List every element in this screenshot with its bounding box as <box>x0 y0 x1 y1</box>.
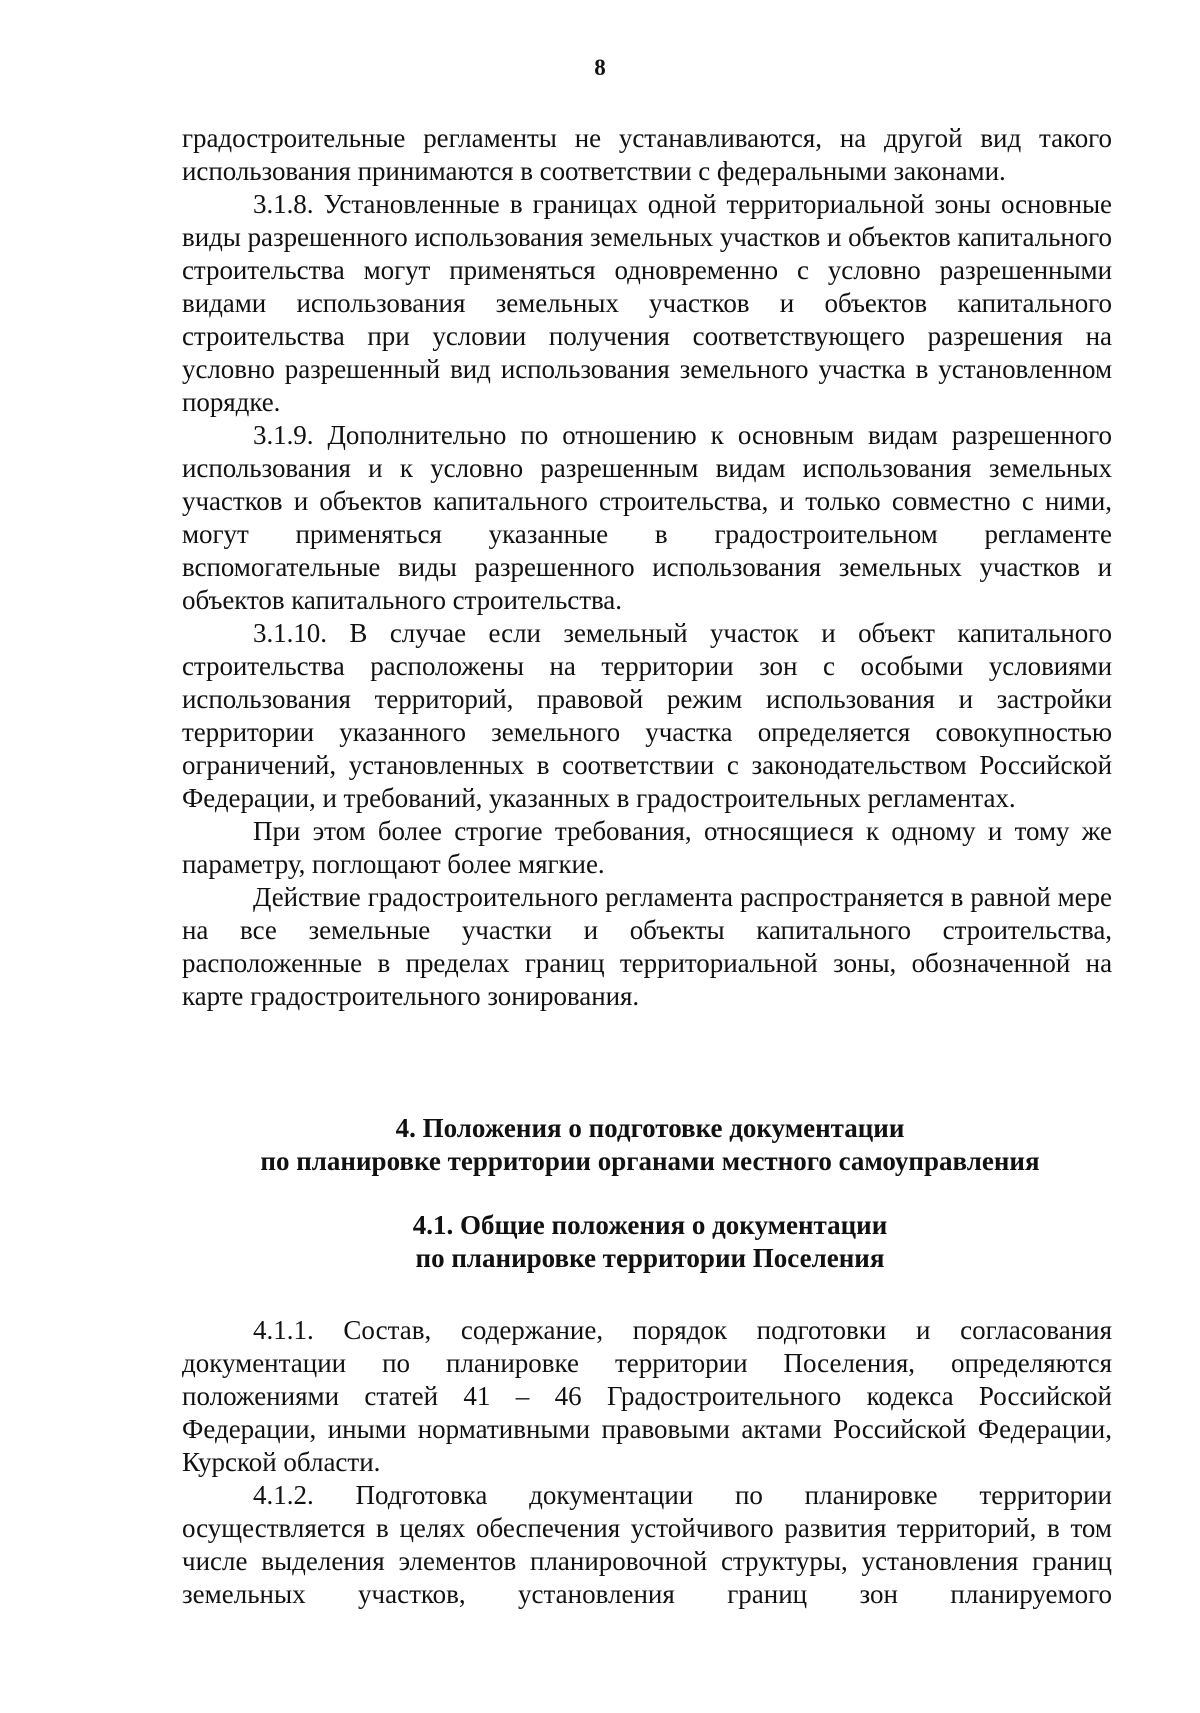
paragraph-4-1-1: 4.1.1. Состав, содержание, порядок подготовки и согласования документации по планировке территории Поселения, определяются положениями статей 41 – 46 Градостроительного кодекса Российской Федерации, иными нормативными правовыми актами Российской Федерации, Курской области. <box>182 1315 1112 1477</box>
paragraph-regulation-scope: Действие градостроительного регламента распространяется в равной мере на все земельные участки и объекты капитального строительства, расположенные в пределах границ территориальной зоны, обозначенной на карте градостроительного зонирования. <box>182 882 1112 1011</box>
body-text-top <box>182 122 1112 1013</box>
subsection-heading-line-2: по планировке территории Поселения <box>415 1243 885 1273</box>
section-heading-line-1: 4. Положения о подготовке документации <box>395 1113 905 1143</box>
section-heading <box>150 1112 1150 1178</box>
paragraph-3-1-10: 3.1.10. В случае если земельный участок и объект капитального строительства расположены на территории зон с особыми условиями использования территорий, правовой режим использования и застройки территории указанного земельного участка определяется совокупностью ограничений, установленных в соответствии с законодательством Российской Федерации, и требований, указанных в градостроительных регламентах. <box>182 618 1112 813</box>
subsection-heading <box>150 1209 1150 1275</box>
paragraph-strict-requirements: При этом более строгие требования, относящиеся к одному и тому же параметру, поглощают более мягкие. <box>182 816 1112 879</box>
section-heading-line-2: по планировке территории органами местного самоуправления <box>260 1146 1040 1176</box>
page-number: 8 <box>594 55 606 80</box>
subsection-heading-line-1: 4.1. Общие положения о документации <box>412 1210 888 1240</box>
paragraph-continuation: градостроительные регламенты не устанавливаются, на другой вид такого использования принимаются в соответствии с федеральными законами. <box>182 123 1112 186</box>
paragraph-3-1-9: 3.1.9. Дополнительно по отношению к основным видам разрешенного использования и к условно разрешенным видам использования земельных участков и объектов капитального строительства, и только совместно с ними, могут применяться указанные в градостроительном регламенте вспомогательные виды разрешенного использования земельных участков и объектов капитального строительства. <box>182 420 1112 615</box>
paragraph-3-1-8: 3.1.8. Установленные в границах одной территориальной зоны основные виды разрешенного использования земельных участков и объектов капитального строительства могут применяться одновременно с условно разрешенными видами использования земельных участков и объектов капитального строительства при условии получения соответствующего разрешения на условно разрешенный вид использования земельного участка в установленном порядке. <box>182 189 1112 417</box>
body-text-bottom <box>182 1314 1112 1611</box>
paragraph-4-1-2: 4.1.2. Подготовка документации по планировке территории осуществляется в целях обеспечения устойчивого развития территорий, в том числе выделения элементов планировочной структуры, установления границ земельных участков, установления границ зон планируемого <box>182 1480 1112 1609</box>
